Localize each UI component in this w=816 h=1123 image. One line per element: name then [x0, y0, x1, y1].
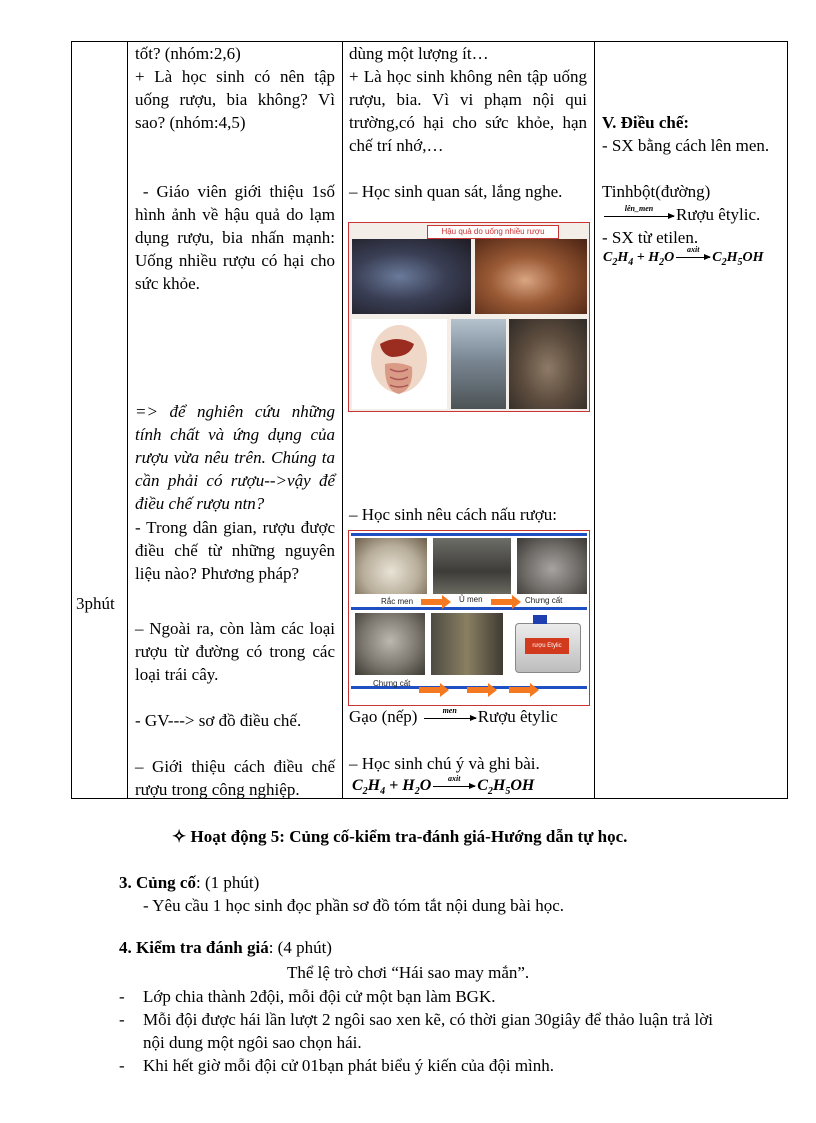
rice-equation: [349, 705, 599, 728]
sprinkle-yeast-photo: [355, 538, 427, 594]
column-divider: [342, 42, 343, 798]
time-cell: 3phút: [76, 594, 115, 613]
ethanol-bottle-image: [509, 613, 587, 675]
question-2: + Là học sinh có nên tập uống rượu, bia không? Vì sao? (nhóm:4,5): [135, 67, 335, 132]
process-arrow: [467, 687, 489, 693]
rice-product: Rượu êtylic: [477, 707, 558, 726]
process-arrow: [509, 687, 531, 693]
step-label-sprinkle: Rắc men: [381, 597, 414, 606]
transition-italic-text: => để nghiên cứu những tính chất và ứng dụng của rượu vừa nêu trên. Chúng ta cần phải có rượu-->vậy để điều chế rượu ntn?: [135, 402, 335, 513]
step-label-distill-2: Chưng cất: [373, 679, 411, 688]
consolidation-heading: [119, 871, 259, 894]
teacher-intro-text: - Giáo viên giới thiệu 1số hình ảnh về hậu quả do lạm dụng rượu, bia nhấn mạnh: Uống nhiều rượu có hại cho sức khỏe.: [135, 182, 340, 293]
diagram-border: [351, 607, 587, 610]
bottling-photo: [431, 613, 503, 675]
distill-photo-2: [355, 613, 425, 675]
ethylene-hydration-equation-col3: $C_2H_4 + H_2O$ axit $C_2H_5OH$: [352, 773, 535, 798]
answer-2: + Là học sinh không nên tập uống rượu, bia. Vì vi phạm nội qui trường,có hại cho sức khỏe, hạn chế trí nhớ,…: [349, 67, 587, 155]
bullet-mark: -: [119, 1010, 125, 1029]
fermentation-arrow-icon: [604, 203, 674, 217]
assessment-time: : (4 phút): [268, 938, 332, 957]
diagram-border: [351, 533, 587, 536]
fermentation-condition: lên_men: [624, 203, 654, 213]
liver-diagram-image: [352, 319, 447, 409]
activity-5-title: [172, 825, 627, 848]
activity-5-title-text: Hoạt động 5: Củng cố-kiểm tra-đánh giá-Hướng dẫn tự học.: [190, 827, 628, 846]
process-arrow: [419, 687, 441, 693]
rice-reactant: Gạo (nếp): [349, 707, 418, 726]
consolidation-text: - Yêu cầu 1 học sinh đọc phần sơ đồ tóm tắt nội dung bài học.: [143, 896, 564, 915]
section-heading-preparation: V. Điều chế:: [602, 113, 690, 132]
bottle-label: rượu Etylic: [525, 638, 569, 654]
consequences-collage: [348, 222, 590, 412]
reaction-arrow-icon: [424, 705, 476, 719]
column-divider: [594, 42, 595, 798]
answer-1-tail: dùng một lượng ít…: [349, 44, 489, 63]
column-divider: [127, 42, 128, 798]
collage-caption: Hậu quả do uống nhiều rượu: [427, 225, 559, 239]
answer-note: – Học sinh chú ý và ghi bài.: [349, 754, 540, 773]
consolidation-label: 3. Củng cố: [119, 873, 196, 892]
ferment-photo: [433, 538, 511, 594]
ethylene-hydration-equation-col4: $C_2H_4 + H_2O$ axit $C_2H_5OH$: [603, 245, 764, 268]
rule-item-2: Mỗi đội được hái lần lượt 2 ngôi sao xen kẽ, có thời gian 30giây để thảo luận trả lời nội dung một ngôi sao chọn hái.: [143, 1010, 713, 1052]
injured-person-photo: [509, 319, 587, 409]
game-rules-title: Thể lệ trò chơi “Hái sao may mắn”.: [287, 963, 530, 982]
folk-method-question: - Trong dân gian, rượu được điều chế từ những nguyên liệu nào? Phương pháp?: [135, 518, 335, 583]
assessment-heading: [119, 936, 332, 959]
fruit-alcohol-text: – Ngoài ra, còn làm các loại rượu từ đường có trong các loại trái cây.: [135, 619, 335, 684]
process-arrow: [491, 599, 513, 605]
step-label-ferment: Ủ men: [459, 595, 483, 604]
bullet-mark: -: [119, 987, 125, 1006]
consolidation-time: : (1 phút): [195, 873, 260, 892]
traffic-accident-photo: [451, 319, 506, 409]
teacher-diagram-text: - GV---> sơ đồ điều chế.: [135, 711, 302, 730]
rule-item-1: Lớp chia thành 2đội, mỗi đội cử một bạn làm BGK.: [143, 987, 496, 1006]
brewing-process-diagram: [348, 530, 590, 706]
starch-label: Tinhbột(đường): [602, 182, 711, 201]
question-1-tail: tốt? (nhóm:2,6): [135, 44, 241, 63]
diamond-star-icon: ✧: [172, 827, 187, 846]
answer-observe: – Học sinh quan sát, lắng nghe.: [349, 182, 563, 201]
process-arrow: [421, 599, 443, 605]
starch-equation: [602, 203, 788, 226]
ethanol-product: Rượu êtylic.: [676, 205, 761, 224]
distill-photo-1: [517, 538, 587, 594]
bullet-mark: -: [119, 1056, 125, 1075]
drunk-man-photo: [352, 239, 471, 314]
industry-intro-text: – Giới thiệu cách điều chế rượu trong công nghiệp.: [135, 757, 335, 799]
step-label-distill: Chưng cất: [525, 596, 563, 605]
production-fermentation: - SX bằng cách lên men.: [602, 136, 770, 155]
answer-brewing: – Học sinh nêu cách nấu rượu:: [349, 505, 557, 524]
production-ethylene: - SX từ etilen.: [602, 228, 699, 247]
rule-item-3: Khi hết giờ mỗi đội cử 01bạn phát biểu ý kiến của đội mình.: [143, 1056, 555, 1075]
drunk-woman-photo: [475, 239, 587, 314]
assessment-label: 4. Kiểm tra đánh giá: [119, 938, 269, 957]
reaction-condition: men: [442, 705, 457, 715]
